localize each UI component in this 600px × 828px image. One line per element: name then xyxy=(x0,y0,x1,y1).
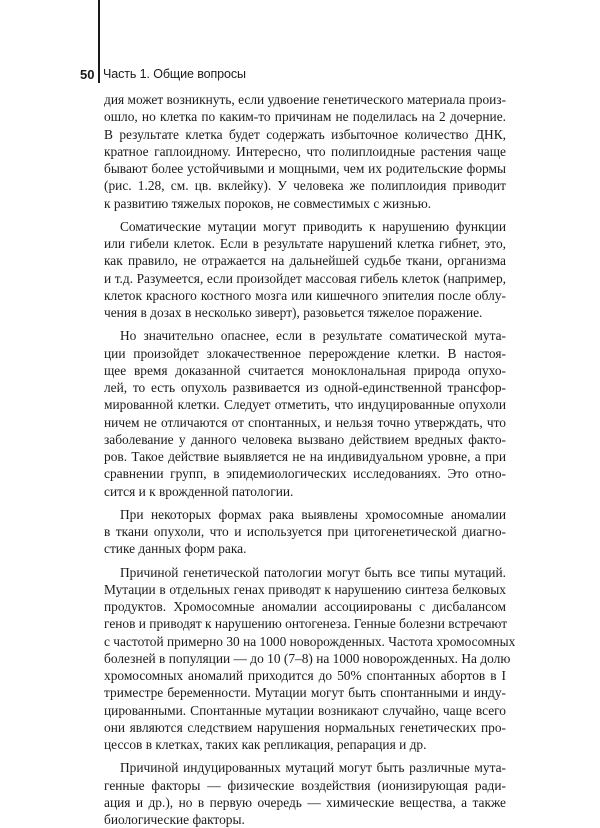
text-line: Мутации в отдельных генах приводят к нарушению синтеза белковых xyxy=(104,581,506,597)
paragraph xyxy=(104,327,506,500)
text-line: продуктов. Хромосомные аномалии ассоциированы с дисбалансом xyxy=(104,599,506,614)
text-line: Но значительно опаснее, если в результате соматической мута- xyxy=(120,328,506,344)
text-line: бывают более устойчивыми и мощными, чем их родительские формы xyxy=(104,161,506,176)
text-line: генов и приводят к нарушению онтогенеза. Генные болезни встречают xyxy=(104,616,508,632)
text-line: ошло, но клетка по каким-то причинам не поделилась на 2 дочерние. xyxy=(104,109,506,125)
text-line: ация и др.), но в первую очередь — химические вещества, а также xyxy=(104,794,506,810)
text-line: кратное гаплоидному. Интересно, что полиплоидные растения чаще xyxy=(104,143,506,159)
paragraph xyxy=(104,759,506,828)
text-line: цессов в клетках, таких как репликация, репарация и др. xyxy=(104,737,427,752)
page-number: 50 xyxy=(80,66,95,82)
text-line: дия может возникнуть, если удвоение генетического материала произ- xyxy=(104,92,507,107)
text-line: сится и к врожденной патологии. xyxy=(104,483,294,499)
body-text xyxy=(104,91,516,828)
text-line: болезней в популяции — до 10 (7–8) на 1000 новорожденных. На долю xyxy=(104,650,511,666)
text-line: они являются следствием нарушения нормальных генетических про- xyxy=(104,719,506,735)
text-line: к развитию тяжелых пороков, не совместимых с жизнью. xyxy=(104,195,432,211)
text-line: или гибели клеток. Если в результате нарушений клетка гибнет, это, xyxy=(104,236,506,251)
paragraph xyxy=(104,218,506,322)
text-line: стике данных форм рака. xyxy=(104,541,247,557)
text-line: При некоторых формах рака выявлены хромосомные аномалии xyxy=(120,506,506,522)
text-line: Причиной генетической патологии могут быть все типы мутаций. xyxy=(120,564,506,580)
text-line: биологические факторы. xyxy=(104,812,245,827)
text-line: сравнении групп, в эпидемиологических исследованиях. Это отно- xyxy=(104,466,506,482)
text-line: В результате клетка будет содержать избыточное количество ДНК, xyxy=(104,126,506,142)
text-line: Соматические мутации могут приводить к нарушению функции xyxy=(120,218,506,234)
text-line: заболевание у данного человека вызвано действием вредных факто- xyxy=(104,431,506,447)
text-line: щее время доказанной считается моноклональная природа опухо- xyxy=(104,362,506,378)
text-line: триместре беременности. Мутации могут быть спонтанными и инду- xyxy=(104,685,506,701)
running-head: Часть 1. Общие вопросы xyxy=(103,67,246,81)
text-line: ничем не отличаются от спонтанных, и нельзя точно утверждать, что xyxy=(104,414,506,430)
text-line: мированной клетки. Следует отметить, что индуцированные опухоли xyxy=(104,397,506,413)
paragraph xyxy=(104,564,516,754)
text-line: хромосомных аномалий приходится до 50% спонтанных абортов в I xyxy=(104,668,506,683)
text-line: чения в дозах в несколько зиверт), разовьется тяжелое поражение. xyxy=(104,305,483,320)
text-line: клеток красного костного мозга или кишечного эпителия после облу- xyxy=(104,287,506,303)
text-line: с частотой примерно 30 на 1000 новорожденных. Частота хромосомных xyxy=(104,633,516,649)
text-line: цированными. Спонтанные мутации возникают случайно, чаще всего xyxy=(104,702,506,718)
paragraph xyxy=(104,91,506,212)
paragraph xyxy=(104,506,506,558)
text-line: генные факторы — физические воздействия (ионизирующая ради- xyxy=(104,777,506,793)
text-line: (рис. 1.28, см. цв. вклейку). У человека же полиплоидия приводит xyxy=(104,178,506,194)
text-line: ции произойдет злокачественное перерождение клетки. В настоя- xyxy=(104,345,506,361)
text-line: в ткани опухоли, что и используется при цитогенетической диагно- xyxy=(104,524,506,539)
page-header xyxy=(80,66,246,82)
text-line: ров. Такое действие выявляется не на индивидуальном уровне, а при xyxy=(104,449,506,464)
text-line: Причиной индуцированных мутаций могут быть различные мута- xyxy=(120,760,506,776)
text-line: и т.д. Разумеется, если произойдет массовая гибель клеток (например, xyxy=(104,270,506,286)
text-line: лей, то есть опухоль развивается из одной-единственной трансфор- xyxy=(104,380,506,395)
text-line: как правило, не отражается на дальнейшей судьбе ткани, организма xyxy=(104,253,506,269)
